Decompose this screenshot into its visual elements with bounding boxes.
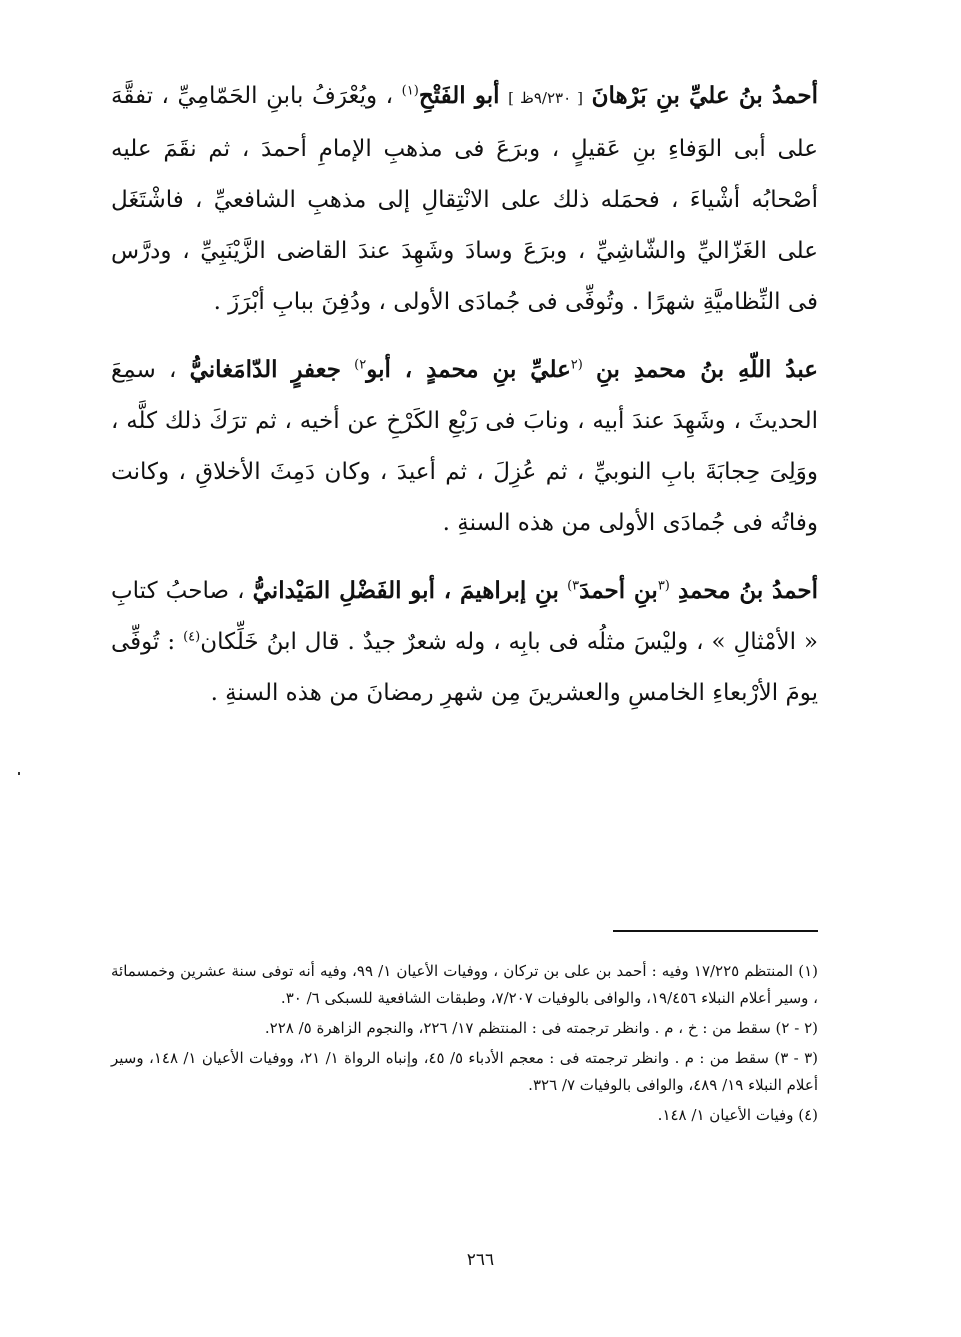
person-name: جعفرٍ الدّامَغانيُّ — [189, 356, 341, 383]
footnote-marker[interactable]: (٣ — [657, 578, 670, 594]
person-kunya: أبو الفَتْحِ — [418, 82, 500, 109]
scan-mark — [18, 772, 20, 775]
person-name: عبدُ اللّهِ بنُ محمدِ بنِ — [596, 356, 818, 383]
person-name: أحمدُ بنُ عليِّ بنِ بَرْهانَ — [591, 82, 818, 109]
footnote: (٣ - ٣) سقط من : م . وانظر ترجمته فى : معجم الأدباء ٥/ ٤٥، وإنباه الرواة ١/ ٢١، ووفيات الأعيان ١/ ١٤٨، وسير أعلام النبلاء ١٩/ ٤٨٩، والوافى بالوفيات ٧/ ٣٢٦. — [111, 1049, 818, 1094]
person-name: عليِّ بنِ محمدٍ ، أبو — [366, 356, 571, 383]
footnote-marker[interactable]: (٢ — [570, 357, 583, 373]
entry-text: : تُوفِّى يومَ الأرْبعاءِ الخامسِ والعشرينَ مِن شهرِ رمضانَ من هذه السنةِ . — [111, 629, 818, 706]
biography-entry — [111, 70, 818, 328]
person-name: أحمدُ بنُ محمدِ — [677, 577, 819, 604]
footnote-marker[interactable]: ٣) — [567, 578, 580, 594]
main-text — [111, 70, 818, 735]
biography-entry — [111, 344, 818, 549]
page-number: ٢٦٦ — [466, 1250, 495, 1270]
footnote-marker[interactable]: (٤) — [183, 629, 201, 645]
footnote-marker[interactable]: (١) — [401, 83, 419, 99]
entry-text: ، سمِعَ الحديثَ ، وشَهِدَ عندَ أبيه ، ونابَ فى رَبْعِ الكَرْخِ عن أخيه ، ثم ترَكَ ذلك كلَّه ، ووَلِىَ حِجابَةَ بابِ النوبيِّ ، ثم عُزِلَ ، ثم أعيدَ ، وكان دَمِثَ الأخلاقِ ، وكانت وفاتُه فى جُمادَى الأولى من هذه السنةِ . — [111, 357, 818, 536]
footnotes — [111, 958, 818, 1132]
footnote-marker[interactable]: ٢) — [354, 357, 367, 373]
entry-text: ، ويُعْرَفُ بابنِ الحَمّامِيِّ ، تفقَّهَ على أبى الوَفاءِ بنِ عَقيلٍ ، وبرَعَ فى مذهبِ الإمامِ أحمدَ ، ثم نقَمَ عليه أصْحابُه أشْياءَ ، فحمَله ذلك على الانْتِقالِ إلى مذهبِ الشافعيِّ ، فاشْتَغَل على الغَزّاليِّ والشّاشِيِّ ، وبرَعَ وسادَ وشَهِدَ عندَ القاضى الزَّيْنَبِيِّ ، ودرَّس فى النِّظاميَّةِ شهرًا . وتُوفِّى فى جُمادَى الأولى ، ودُفِنَ ببابِ أبْرَزَ . — [111, 83, 818, 315]
footnote: (١) المنتظم ١٧/٢٢٥ وفيه : أحمد بن على بن تركان ، ووفيات الأعيان ١/ ٩٩، وفيه أنه توفى سنة عشرين وخمسمائة ، وسير أعلام النبلاء ١٩/٤٥٦، والوافى بالوفيات ٧/٢٠٧، وطبقات الشافعية للسبكى ٦/ ٣٠. — [111, 962, 818, 1007]
footnote-divider — [613, 930, 818, 932]
person-name: بنِ إبراهيمَ ، أبو الفَضْلِ المَيْدانيُّ — [252, 577, 559, 604]
manuscript-folio-ref: [ ٩/٢٣٠ظ ] — [508, 89, 584, 107]
footnote: (٢ - ٢) سقط من : خ ، م . وانظر ترجمته فى : المنتظم ١٧/ ٢٢٦، والنجوم الزاهرة ٥/ ٢٢٨. — [264, 1019, 818, 1037]
biography-entry — [111, 565, 818, 719]
person-name: بنِ أحمدَ — [579, 577, 658, 604]
footnote: (٤) وفيات الأعيان ١/ ١٤٨. — [657, 1106, 818, 1124]
entry-text: ، صاحبُ كتابِ « الأمْثالِ » ، وليْسَ مثلُه فى بابِه ، وله شعرٌ جيدٌ . قال ابنُ خَلِّكان — [111, 578, 819, 655]
